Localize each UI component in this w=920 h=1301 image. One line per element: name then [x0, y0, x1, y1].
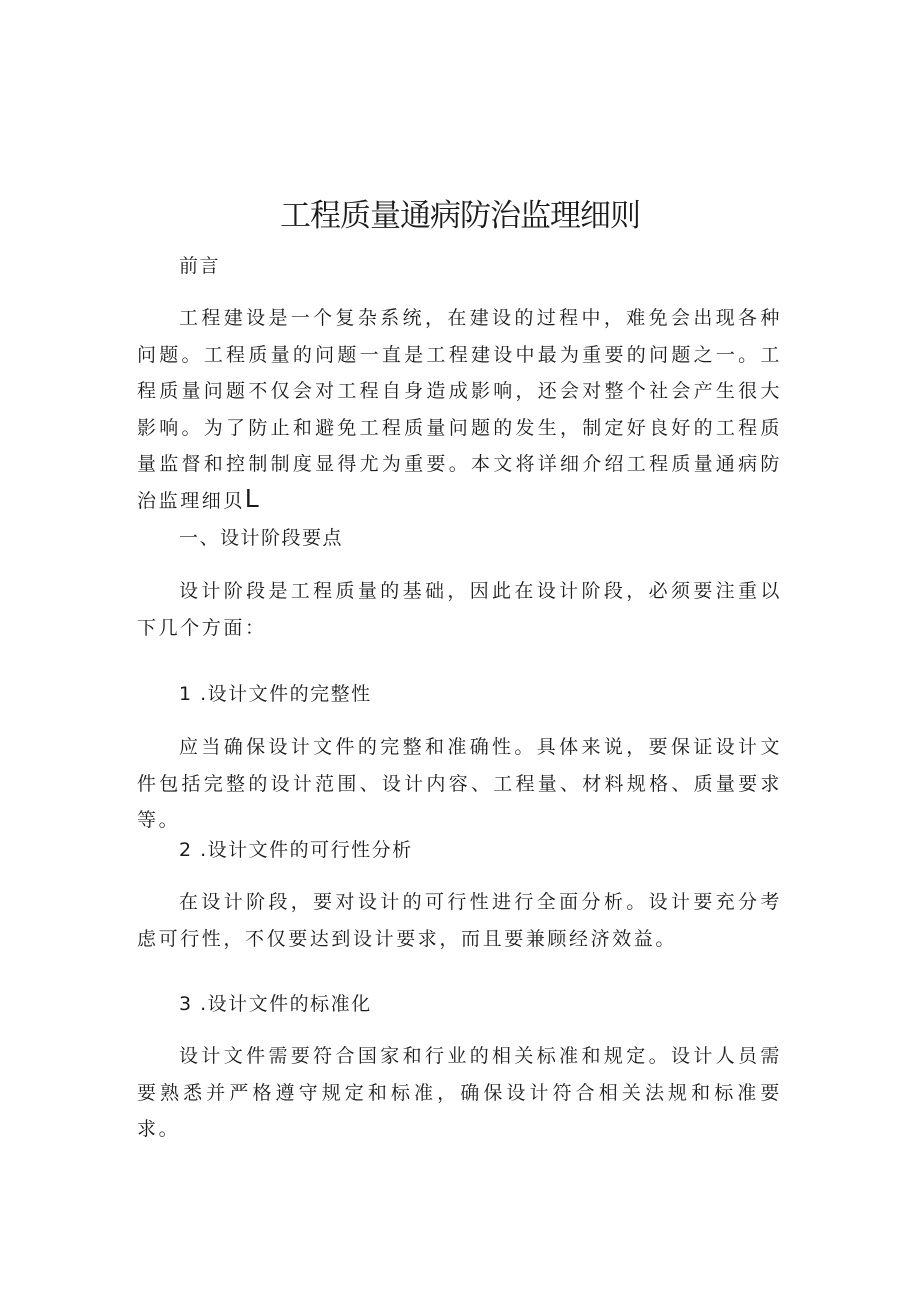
item-1-body: 应当确保设计文件的完整和准确性。具体来说，要保证设计文件包括完整的设计范围、设计内容、工程量、材料规格、质量要求等。 — [137, 736, 782, 831]
item-2-heading: 2 .设计文件的可行性分析 — [179, 839, 413, 861]
intro-tail-glyph: L — [245, 482, 260, 513]
intro-paragraph — [137, 300, 782, 519]
section-1-intro: 设计阶段是工程质量的基础，因此在设计阶段，必须要注重以下几个方面： — [137, 580, 782, 639]
item-1-heading: 1 .设计文件的完整性 — [179, 683, 372, 705]
section-1-heading: 一、设计阶段要点 — [179, 527, 344, 549]
item-3-heading: 3 .设计文件的标准化 — [179, 993, 372, 1015]
intro-text: 工程建设是一个复杂系统，在建设的过程中，难免会出现各种问题。工程质量的问题一直是工程建设中最为重要的问题之一。工程质量问题不仅会对工程自身造成影响，还会对整个社会产生很大影响。为了防止和避免工程质量问题的发生，制定好良好的工程质量监督和控制制度显得尤为重要。本文将详细介绍工程质量通病防治监理细贝 — [137, 307, 782, 512]
item-2-body: 在设计阶段，要对设计的可行性进行全面分析。设计要充分考虑可行性，不仅要达到设计要求，而且要兼顾经济效益。 — [137, 891, 782, 950]
item-3-body: 设计文件需要符合国家和行业的相关标准和规定。设计人员需要熟悉并严格遵守规定和标准，确保设计符合相关法规和标准要求。 — [137, 1045, 782, 1140]
document-title: 工程质量通病防治监理细则 — [280, 198, 640, 234]
preface-label: 前言 — [179, 255, 221, 277]
